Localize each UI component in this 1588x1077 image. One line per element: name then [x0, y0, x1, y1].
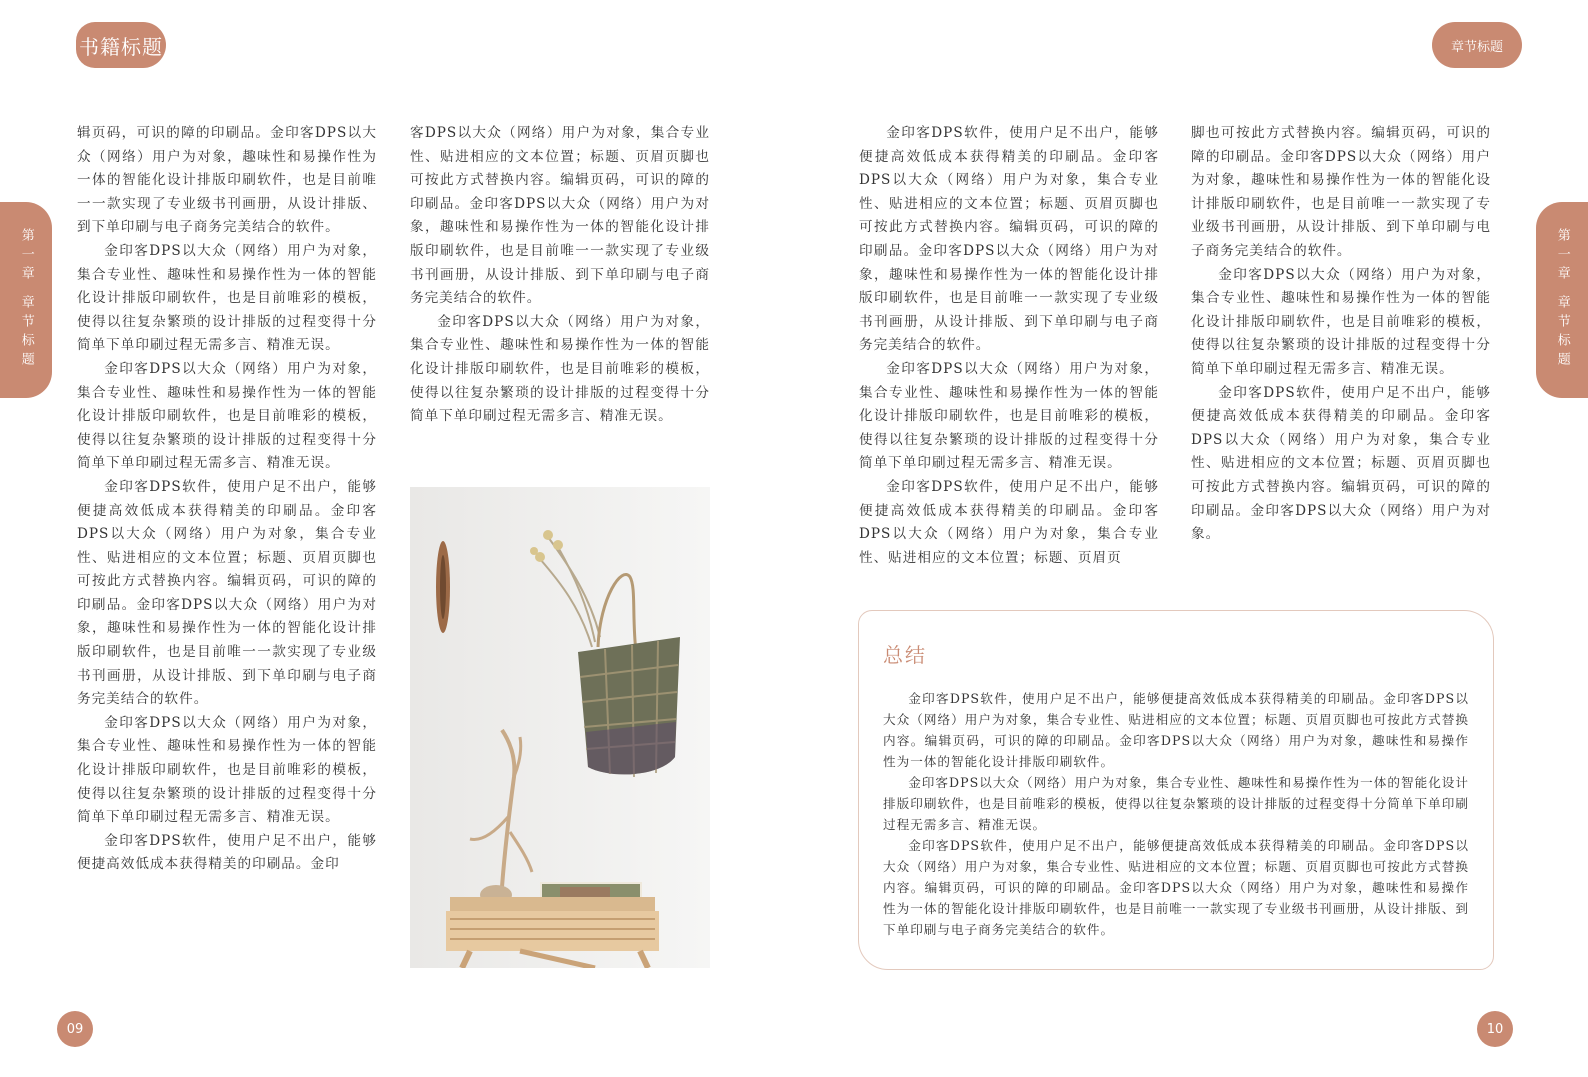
left-page-column-2	[410, 122, 710, 429]
page-number-label: 10	[1486, 1021, 1504, 1037]
page-number-label: 09	[66, 1021, 84, 1037]
summary-title: 总结	[883, 643, 927, 667]
paragraph: 辑页码，可识的障的印刷品。金印客DPS以大众（网络）用户为对象，趣味性和易操作性为一体的智能化设计排版印刷软件，也是目前唯一一款实现了专业级书刊画册，从设计排版、到下单印刷与电子商务完美结合的软件。	[77, 125, 377, 236]
page-number-right	[1477, 1011, 1513, 1047]
paragraph: 脚也可按此方式替换内容。编辑页码，可识的障的印刷品。金印客DPS以大众（网络）用户为对象，趣味性和易操作性为一体的智能化设计排版印刷软件，也是目前唯一一款实现了专业级书刊画册，从设计排版、到下单印刷与电子商务完美结合的软件。	[1191, 125, 1491, 259]
summary-body	[883, 688, 1469, 940]
paragraph: 金印客DPS以大众（网络）用户为对象，集合专业性、趣味性和易操作性为一体的智能化设计排版印刷软件，也是目前唯彩的模板，使得以往复杂繁琐的设计排版的过程变得十分简单下单印刷过程无需多言、精准无误。	[77, 714, 377, 826]
right-page-column-2	[1191, 122, 1491, 547]
summary-paragraph: 金印客DPS软件，使用户足不出户，能够便捷高效低成本获得精美的印刷品。金印客DPS以大众（网络）用户为对象，集合专业性、贴进相应的文本位置；标题、页眉页脚也可按此方式替换内容。编辑页码，可识的障的印刷品。金印客DPS以大众（网络）用户为对象，趣味性和易操作性为一体的智能化设计排版印刷软件。	[883, 691, 1469, 769]
paragraph: 金印客DPS软件，使用户足不出户，能够便捷高效低成本获得精美的印刷品。金印客DPS以大众（网络）用户为对象，集合专业性、贴进相应的文本位置；标题、页眉页脚也可按此方式替换内容。编辑页码，可识的障的印刷品。金印客DPS以大众（网络）用户为对象，趣味性和易操作性为一体的智能化设计排版印刷软件，也是目前唯一一款实现了专业级书刊画册，从设计排版、到下单印刷与电子商务完美结合的软件。	[859, 125, 1159, 354]
paragraph: 金印客DPS软件，使用户足不出户，能够便捷高效低成本获得精美的印刷品。金印客DPS以大众（网络）用户为对象，集合专业性、贴进相应的文本位置；标题、页眉页脚也可按此方式替换内容。编辑页码，可识的障的印刷品。金印客DPS以大众（网络）用户为对象。	[1191, 384, 1491, 543]
right-page-column-1	[859, 122, 1159, 570]
side-tab-label: 第一章 章节标题	[18, 228, 34, 372]
paragraph: 金印客DPS以大众（网络）用户为对象，集合专业性、趣味性和易操作性为一体的智能化设计排版印刷软件，也是目前唯彩的模板，使得以往复杂繁琐的设计排版的过程变得十分简单下单印刷过程无需多言、精准无误。	[77, 242, 377, 354]
page-number-left	[57, 1011, 93, 1047]
interior-photo	[410, 487, 710, 968]
summary-box	[858, 610, 1494, 970]
paragraph: 金印客DPS以大众（网络）用户为对象，集合专业性、趣味性和易操作性为一体的智能化设计排版印刷软件，也是目前唯彩的模板，使得以往复杂繁琐的设计排版的过程变得十分简单下单印刷过程无需多言、精准无误。	[410, 313, 710, 425]
paragraph: 金印客DPS软件，使用户足不出户，能够便捷高效低成本获得精美的印刷品。金印客DPS以大众（网络）用户为对象，集合专业性、贴进相应的文本位置；标题、页眉页脚也可按此方式替换内容。编辑页码，可识的障的印刷品。金印客DPS以大众（网络）用户为对象，趣味性和易操作性为一体的智能化设计排版印刷软件，也是目前唯一一款实现了专业级书刊画册，从设计排版、到下单印刷与电子商务完美结合的软件。	[77, 478, 377, 708]
paragraph: 客DPS以大众（网络）用户为对象，集合专业性、贴进相应的文本位置；标题、页眉页脚也可按此方式替换内容。编辑页码，可识的障的印刷品。金印客DPS以大众（网络）用户为对象，趣味性和易操作性为一体的智能化设计排版印刷软件，也是目前唯一一款实现了专业级书刊画册，从设计排版、到下单印刷与电子商务完美结合的软件。	[410, 125, 710, 307]
summary-paragraph: 金印客DPS以大众（网络）用户为对象，集合专业性、趣味性和易操作性为一体的智能化设计排版印刷软件，也是目前唯彩的模板，使得以往复杂繁琐的设计排版的过程变得十分简单下单印刷过程无需多言、精准无误。	[883, 775, 1469, 832]
chapter-title-badge	[1432, 22, 1522, 68]
side-tab-label: 第一章 章节标题	[1554, 228, 1570, 372]
paragraph: 金印客DPS软件，使用户足不出户，能够便捷高效低成本获得精美的印刷品。金印	[77, 832, 377, 873]
paragraph: 金印客DPS以大众（网络）用户为对象，集合专业性、趣味性和易操作性为一体的智能化设计排版印刷软件，也是目前唯彩的模板，使得以往复杂繁琐的设计排版的过程变得十分简单下单印刷过程无需多言、精准无误。	[77, 360, 377, 472]
side-chapter-tab-left	[0, 202, 52, 398]
side-chapter-tab-right	[1536, 202, 1588, 398]
left-page-column-1	[77, 122, 377, 877]
interior-photo-illustration	[410, 487, 710, 968]
summary-paragraph: 金印客DPS软件，使用户足不出户，能够便捷高效低成本获得精美的印刷品。金印客DPS以大众（网络）用户为对象，集合专业性、贴进相应的文本位置；标题、页眉页脚也可按此方式替换内容。编辑页码，可识的障的印刷品。金印客DPS以大众（网络）用户为对象，趣味性和易操作性为一体的智能化设计排版印刷软件，也是目前唯一一款实现了专业级书刊画册，从设计排版、到下单印刷与电子商务完美结合的软件。	[883, 838, 1469, 937]
paragraph: 金印客DPS软件，使用户足不出户，能够便捷高效低成本获得精美的印刷品。金印客DPS以大众（网络）用户为对象，集合专业性、贴进相应的文本位置；标题、页眉页	[859, 478, 1159, 566]
paragraph: 金印客DPS以大众（网络）用户为对象，集合专业性、趣味性和易操作性为一体的智能化设计排版印刷软件，也是目前唯彩的模板，使得以往复杂繁琐的设计排版的过程变得十分简单下单印刷过程无需多言、精准无误。	[859, 360, 1159, 472]
paragraph: 金印客DPS以大众（网络）用户为对象，集合专业性、趣味性和易操作性为一体的智能化设计排版印刷软件，也是目前唯彩的模板，使得以往复杂繁琐的设计排版的过程变得十分简单下单印刷过程无需多言、精准无误。	[1191, 266, 1491, 377]
chapter-title: 章节标题	[1450, 39, 1503, 55]
book-title-badge	[76, 22, 166, 68]
book-title: 书籍标题	[79, 34, 163, 59]
